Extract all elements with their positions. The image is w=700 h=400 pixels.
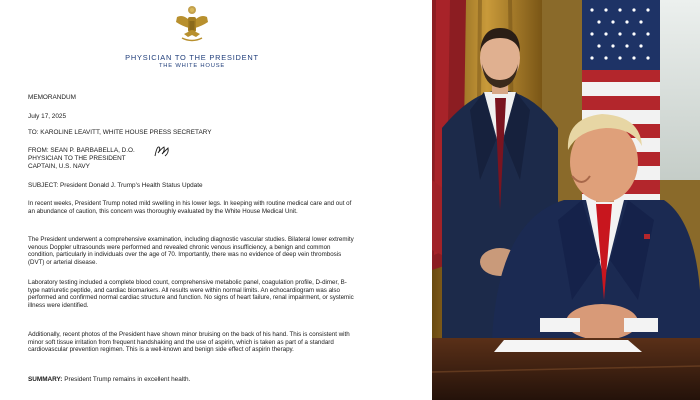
paragraph-3: Laboratory testing included a complete blood count, comprehensive metabolic panel, coagulation profile, D-dimer, B-type natriuretic peptide, and cardiac biomarkers. All results were within normal limits. An echocardiogram was also performed and confirmed normal cardiac structure and function. No signs of heart failure, renal impairment, or systemic illness were identified. — [28, 279, 354, 309]
presidential-seal-icon — [174, 4, 210, 44]
memo-summary — [28, 376, 190, 384]
paragraph-2: The President underwent a comprehensive examination, including diagnostic vascular studies. Bilateral lower extremity venous Doppler ultrasounds were performed and revealed chronic venous insufficiency, a benign and common condition, particularly in individuals over the age of 70. Importantly, there was no evidence of deep vein thrombosis (DVT) or arterial disease. — [28, 236, 354, 266]
header-title: PHYSICIAN TO THE PRESIDENT — [125, 53, 259, 62]
oval-office-photo — [432, 0, 700, 400]
memo-from: FROM: SEAN P. BARBABELLA, D.O. — [28, 147, 135, 154]
memo-from-rank: CAPTAIN, U.S. NAVY — [28, 163, 90, 170]
memo-date: July 17, 2025 — [28, 113, 67, 120]
papers-on-desk — [494, 340, 642, 352]
header-subtitle: THE WHITE HOUSE — [158, 63, 226, 69]
memo-to: TO: KAROLINE LEAVITT, WHITE HOUSE PRESS SECRETARY — [28, 129, 212, 136]
signature-mark — [153, 144, 171, 158]
summary-label: SUMMARY: — [28, 376, 63, 383]
paragraph-4: Additionally, recent photos of the President have shown minor bruising on the back of his hand. This is consistent with minor soft tissue irritation from frequent handshaking and the use of aspirin, which is taken as part of a standard cardiovascular prevention regimen. This is a well-known and benign side effect of aspirin therapy. — [28, 331, 350, 354]
memo-type: MEMORANDUM — [28, 94, 76, 101]
paragraph-1: In recent weeks, President Trump noted mild swelling in his lower legs. In keeping with routine medical care and out of an abundance of caution, this concern was thoroughly evaluated by the White House Medical Unit. — [28, 200, 352, 215]
memo-from-title: PHYSICIAN TO THE PRESIDENT — [28, 155, 126, 162]
memo-subject: SUBJECT: President Donald J. Trump's Health Status Update — [28, 182, 203, 189]
summary-text: President Trump remains in excellent health. — [62, 376, 191, 383]
